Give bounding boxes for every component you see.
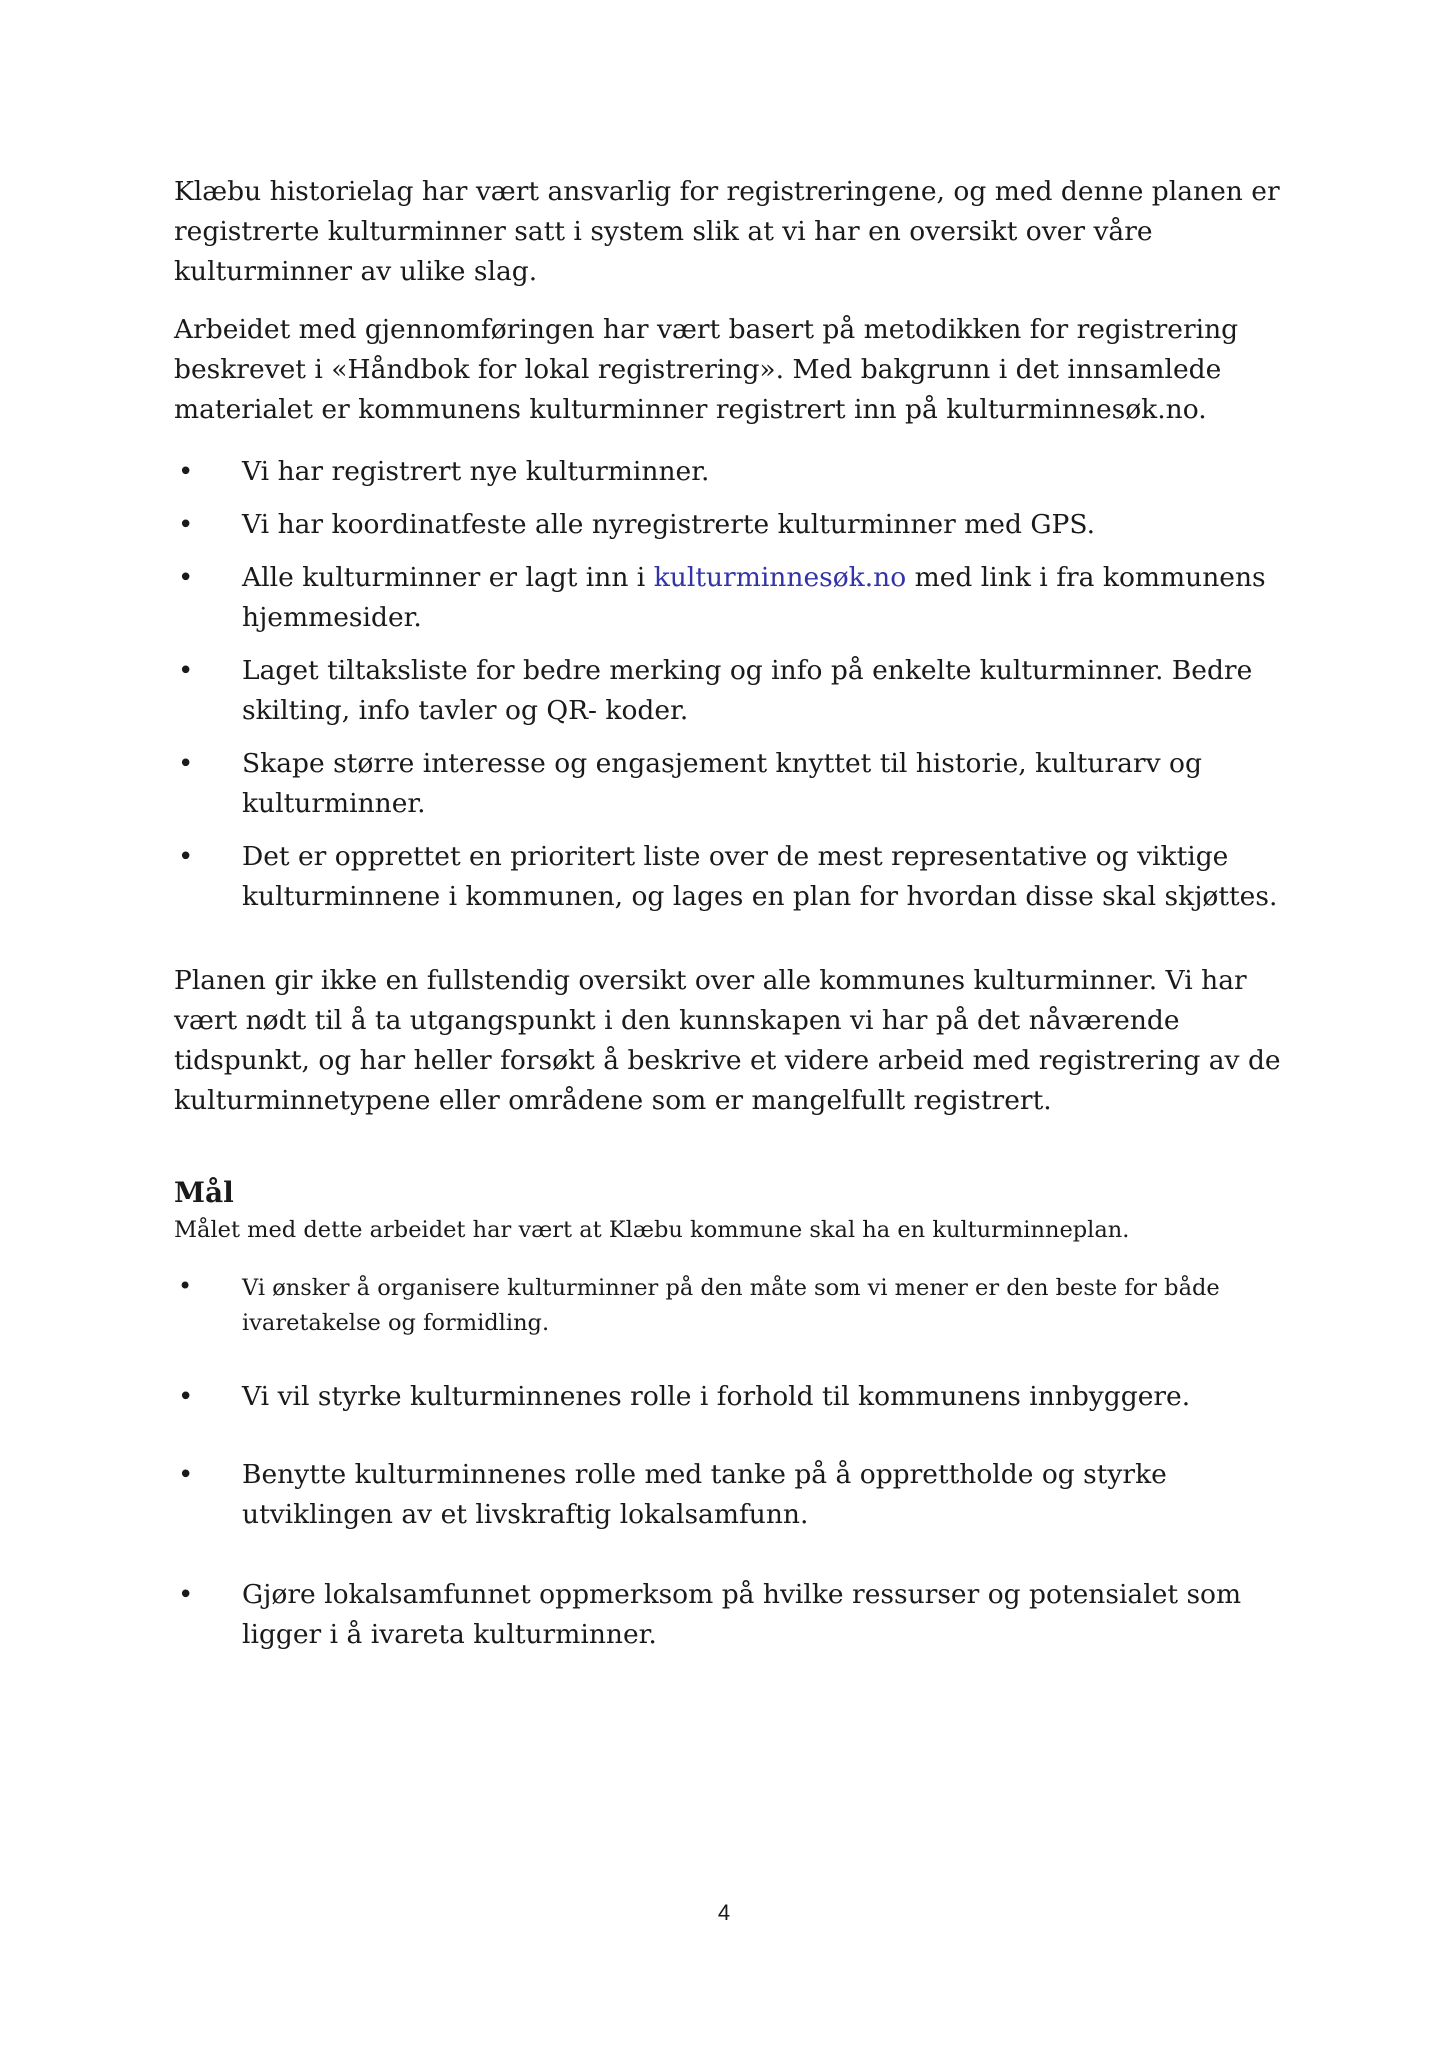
list-item-text: Det er opprettet en prioritert liste over de mest representative og viktige kulturminnene i kommunen, og lages en plan for hvordan disse skal skjøttes. — [242, 841, 1278, 912]
page-content — [174, 172, 1294, 1655]
bullet-icon: • — [178, 842, 194, 872]
goals-list — [174, 1271, 1294, 1655]
paragraph-registration-responsibility: Klæbu historielag har vært ansvarlig for registreringene, og med denne planen er registrerte kulturminner satt i system slik at vi har en oversikt over våre kulturminner av ulike slag. — [174, 176, 1280, 287]
list-item-text: Vi har registrert nye kulturminner. — [242, 456, 710, 487]
kulturminnesok-link[interactable]: kulturminnesøk.no — [653, 562, 907, 593]
list-item — [174, 558, 1294, 638]
list-item — [174, 1575, 1294, 1655]
bullet-icon: • — [178, 749, 194, 779]
achievements-list — [174, 452, 1294, 917]
list-item — [174, 651, 1294, 731]
list-item-text-start: Alle kulturminner er lagt inn i — [242, 562, 654, 593]
bullet-icon: • — [178, 457, 194, 487]
list-item — [174, 744, 1294, 824]
list-item — [174, 505, 1294, 545]
list-item — [174, 1377, 1294, 1417]
list-item-text: Vi ønsker å organisere kulturminner på den måte som vi mener er den beste for både ivaretakelse og formidling. — [242, 1275, 1220, 1336]
paragraph-methodology: Arbeidet med gjennomføringen har vært basert på metodikken for registrering beskrevet i «Håndbok for lokal registrering». Med bakgrunn i det innsamlede materialet er kommunens kulturminner registrert inn på kulturminnesøk.no. — [174, 314, 1239, 425]
bullet-icon: • — [178, 563, 194, 593]
list-item — [174, 452, 1294, 492]
bullet-icon: • — [178, 1580, 194, 1610]
page-number: 4 — [717, 1900, 731, 1925]
bullet-icon: • — [178, 1460, 194, 1490]
bullet-icon: • — [178, 1382, 194, 1412]
goals-intro: Målet med dette arbeidet har vært at Klæbu kommune skal ha en kulturminneplan. — [174, 1217, 1130, 1243]
list-item-text: Laget tiltaksliste for bedre merking og info på enkelte kulturminner. Bedre skilting, info tavler og QR- koder. — [242, 655, 1253, 726]
list-item — [174, 1455, 1294, 1535]
bullet-icon: • — [178, 1272, 193, 1300]
bullet-icon: • — [178, 656, 194, 686]
list-item-text: Vi vil styrke kulturminnenes rolle i forhold til kommunens innbyggere. — [242, 1381, 1191, 1412]
list-item — [174, 1271, 1294, 1341]
list-item-text: Gjøre lokalsamfunnet oppmerksom på hvilke ressurser og potensialet som ligger i å ivareta kulturminner. — [242, 1579, 1242, 1650]
list-item-text: Benytte kulturminnenes rolle med tanke på å opprettholde og styrke utviklingen av et livskraftig lokalsamfunn. — [242, 1459, 1167, 1530]
bullet-icon: • — [178, 510, 194, 540]
list-item-text-end: med link i fra kommunens hjemmesider. — [242, 562, 1266, 633]
list-item-text: Vi har koordinatfeste alle nyregistrerte kulturminner med GPS. — [242, 509, 1095, 540]
list-item-text: Skape større interesse og engasjement knyttet til historie, kulturarv og kulturminner. — [242, 748, 1202, 819]
paragraph-plan-scope: Planen gir ikke en fullstendig oversikt over alle kommunes kulturminner. Vi har vært nødt til å ta utgangspunkt i den kunnskapen vi har på det nåværende tidspunkt, og har heller forsøkt å beskrive et videre arbeid med registrering av de kulturminnetypene eller områdene som er mangelfullt registrert. — [174, 965, 1281, 1116]
section-heading-goals: Mål — [174, 1176, 234, 1209]
list-item — [174, 837, 1294, 917]
